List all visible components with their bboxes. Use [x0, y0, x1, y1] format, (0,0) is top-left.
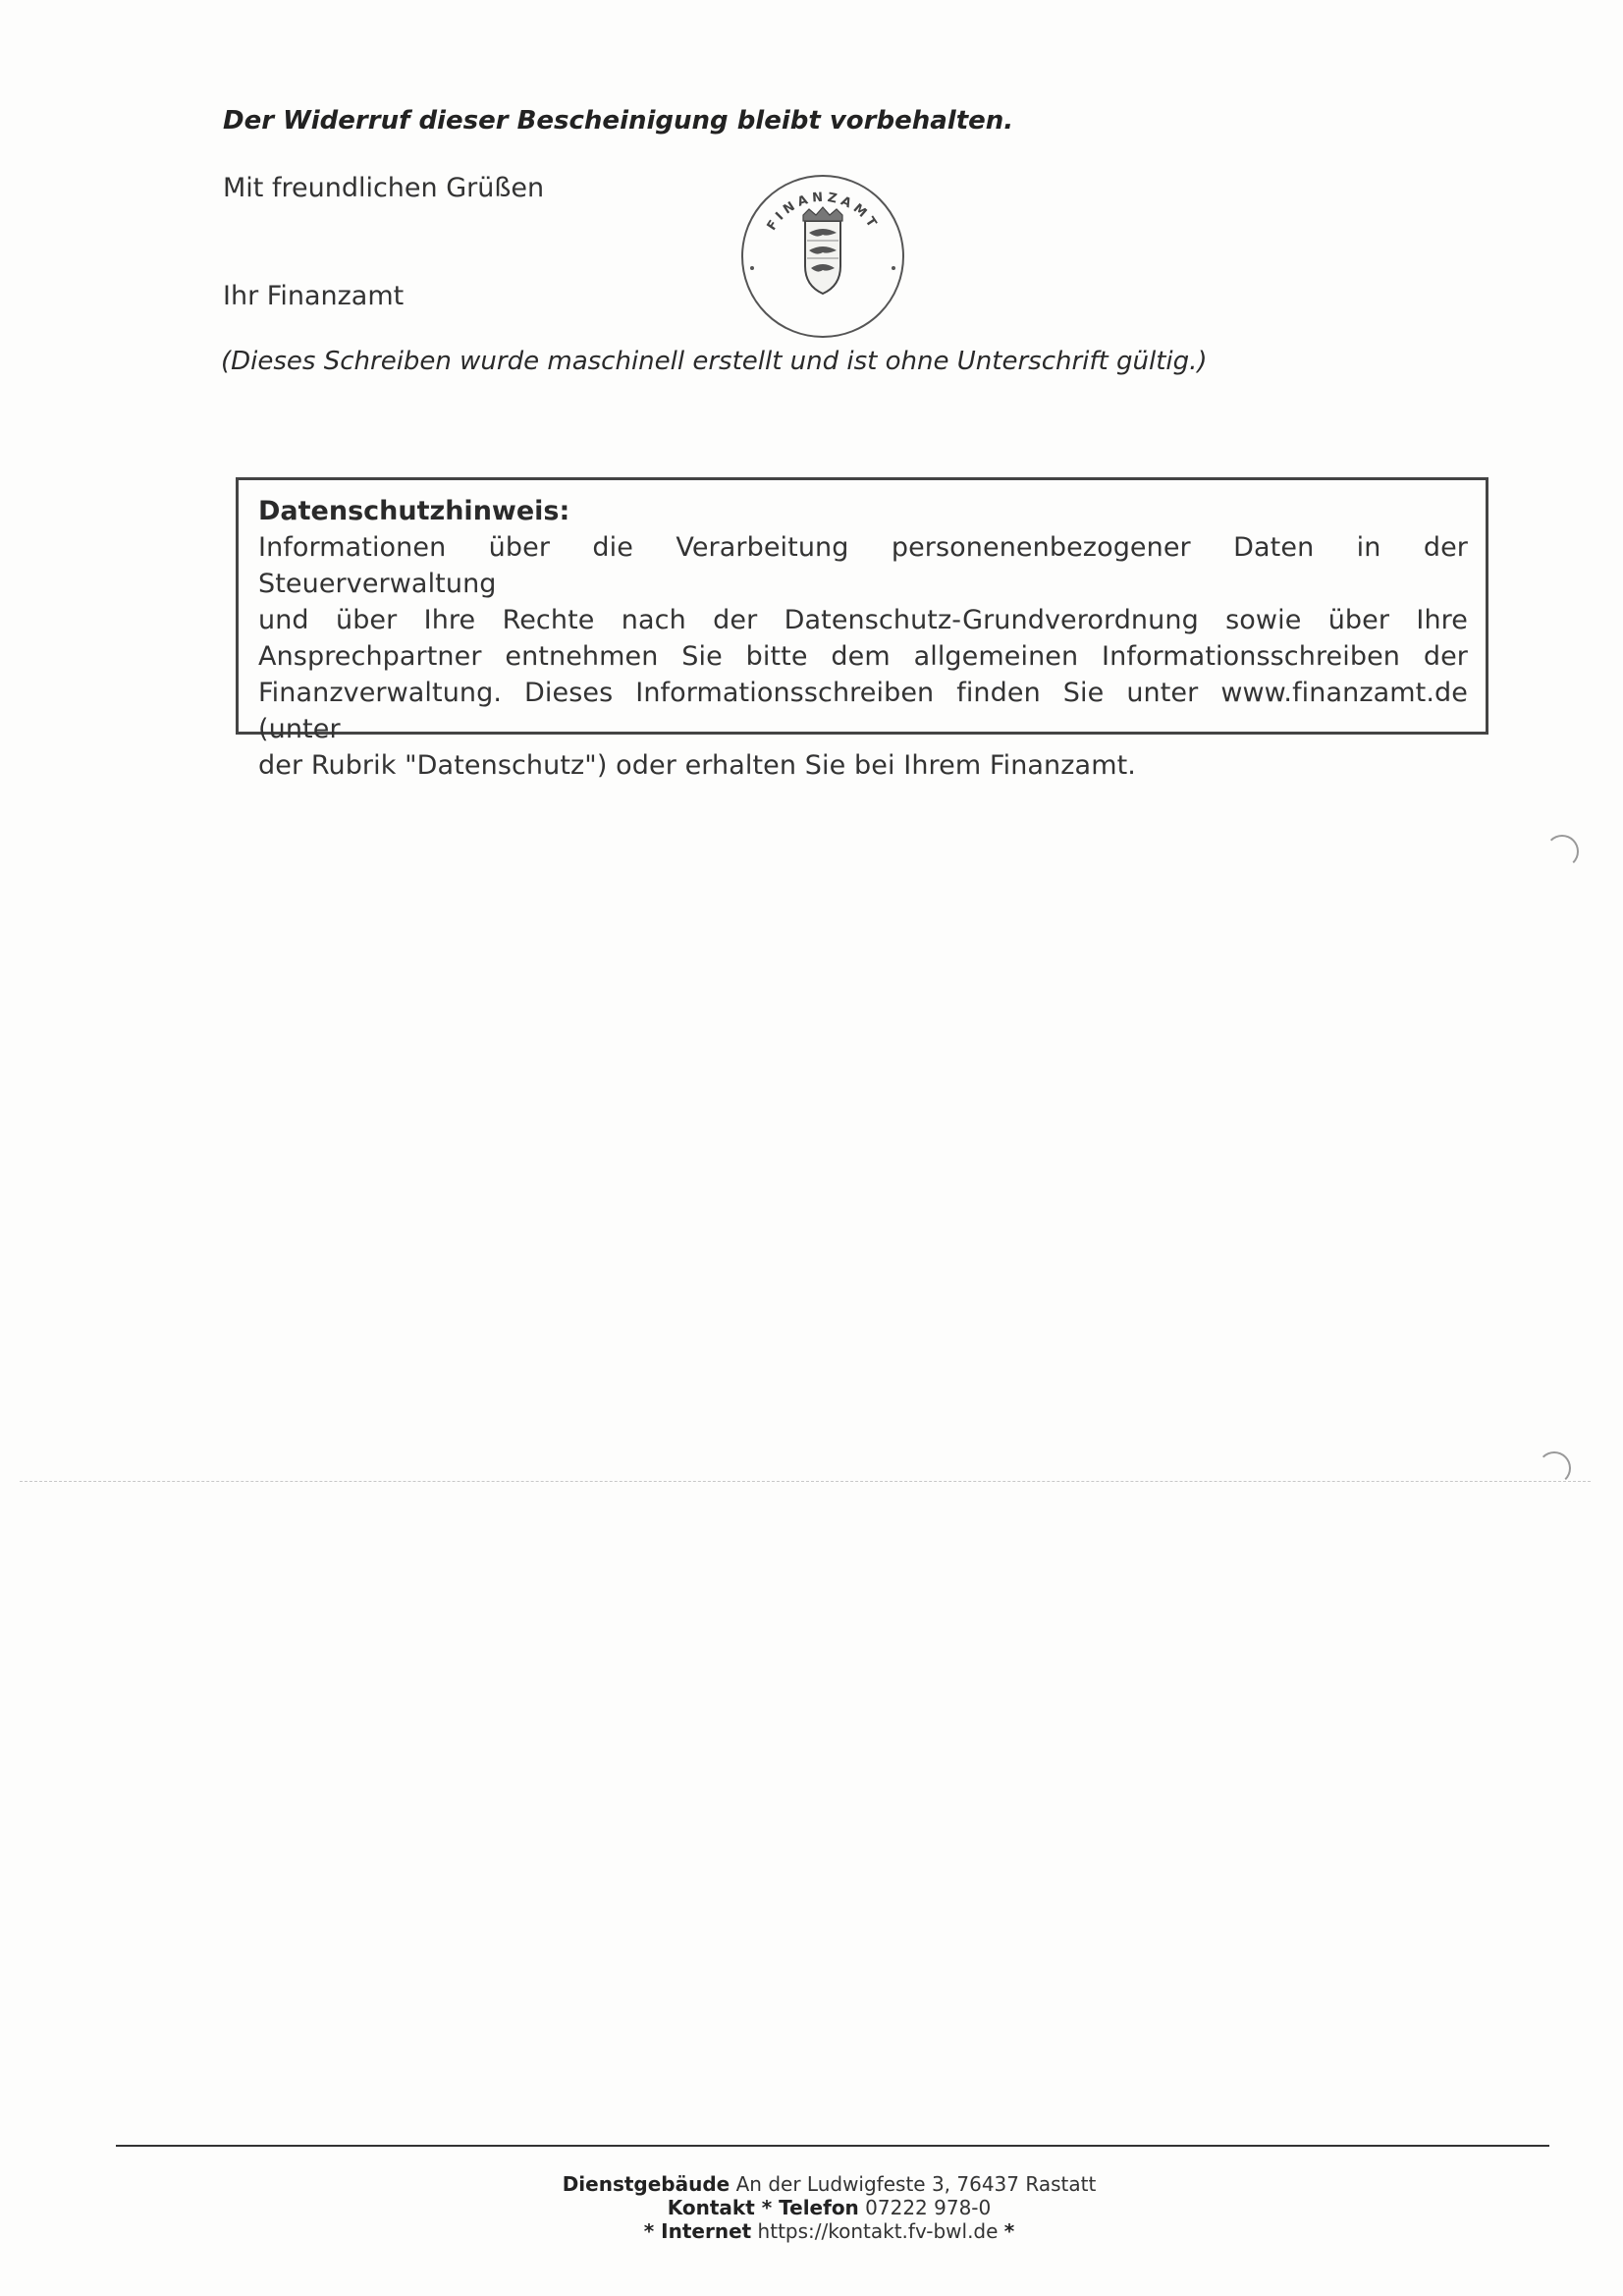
privacy-line: Ansprechpartner entnehmen Sie bitte dem allgemeinen Informationsschreiben der [258, 641, 1468, 672]
revocation-note: Der Widerruf dieser Bescheinigung bleibt vorbehalten. [223, 106, 1014, 136]
footer-building-label: Dienstgebäude [562, 2172, 730, 2196]
privacy-notice-title: Datenschutzhinweis: [258, 496, 570, 526]
punch-hole-mark [1538, 1451, 1571, 1485]
privacy-line: Finanzverwaltung. Dieses Informationsschreiben finden Sie unter www.finanzamt.de (unter [258, 678, 1468, 744]
privacy-line: Informationen über die Verarbeitung personenenbezogener Daten in der Steuerverwaltung [258, 532, 1468, 599]
footer-internet-suffix: * [1003, 2219, 1015, 2243]
greeting: Mit freundlichen Grüßen [223, 173, 545, 203]
privacy-notice-text [258, 529, 1468, 784]
footer-internet-label: * Internet [643, 2219, 752, 2243]
seal-text: FINANZAMT [764, 190, 882, 234]
footer-building-line [0, 2172, 1623, 2196]
footer-contact-label: Kontakt * Telefon [667, 2196, 859, 2219]
footer-contact-line [0, 2196, 1623, 2219]
footer-internet-line [0, 2219, 1623, 2243]
footer-building-value: An der Ludwigfeste 3, 76437 Rastatt [735, 2172, 1097, 2196]
footer-internet-link[interactable]: https://kontakt.fv-bwl.de [757, 2219, 999, 2243]
baden-wuerttemberg-coat-of-arms-icon [803, 207, 842, 294]
machine-generated-note: (Dieses Schreiben wurde maschinell erstellt und ist ohne Unterschrift gültig.) [221, 347, 1208, 376]
finanzamt-seal [738, 172, 907, 341]
footer [0, 2172, 1623, 2243]
punch-hole-mark [1545, 835, 1579, 868]
footer-divider [116, 2145, 1549, 2147]
privacy-line: der Rubrik "Datenschutz") oder erhalten Sie bei Ihrem Finanzamt. [258, 750, 1136, 781]
footer-contact-value: 07222 978-0 [865, 2196, 992, 2219]
privacy-notice-box [236, 477, 1488, 781]
sender: Ihr Finanzamt [223, 281, 405, 311]
privacy-line: und über Ihre Rechte nach der Datenschutz-Grundverordnung sowie über Ihre [258, 605, 1468, 635]
scan-artifact-line [20, 1481, 1591, 1482]
